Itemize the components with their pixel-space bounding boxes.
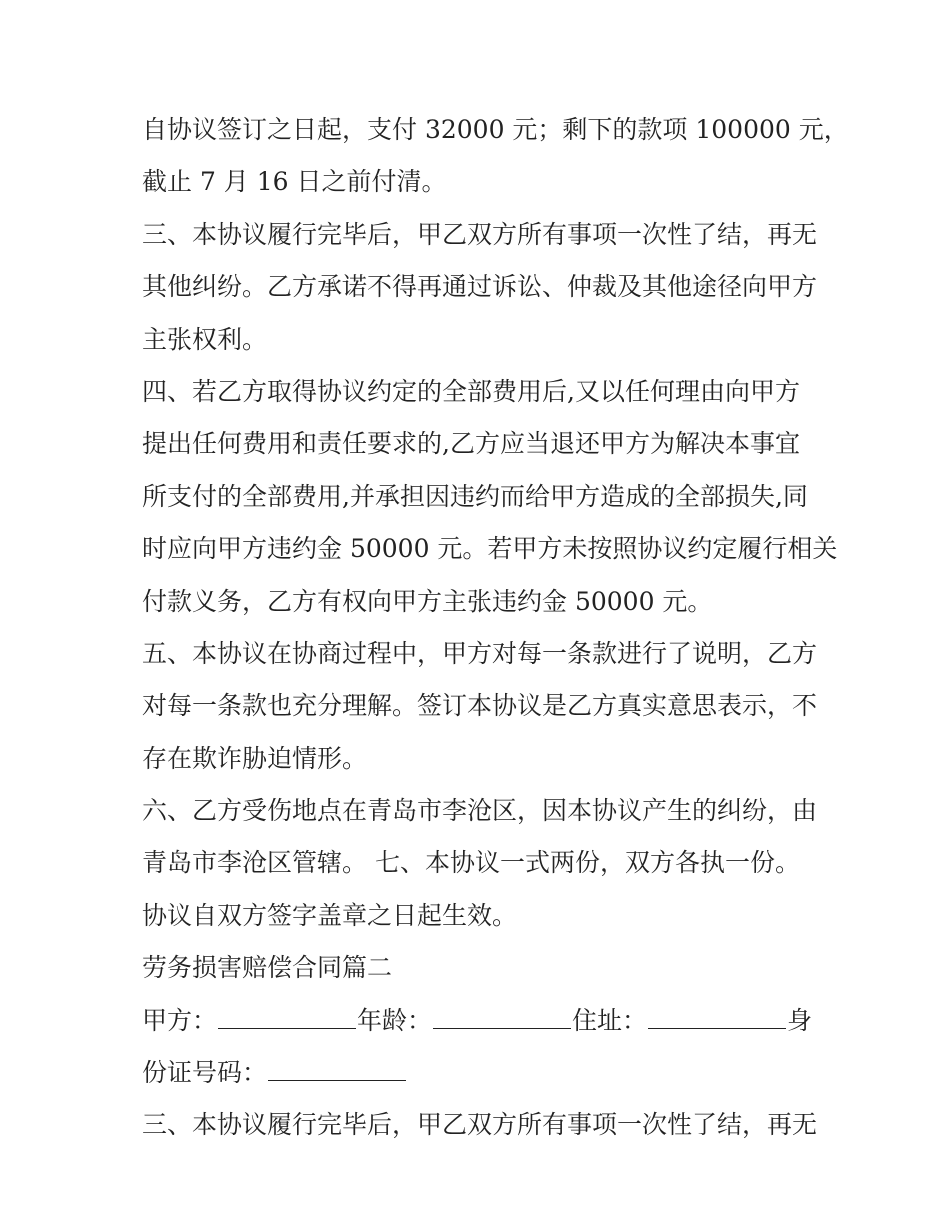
text-line: 存在欺诈胁迫情形。 [142, 743, 368, 773]
text-line: 对每一条款也充分理解。签订本协议是乙方真实意思表示，不 [142, 691, 818, 721]
text-line: 五、本协议在协商过程中，甲方对每一条款进行了说明，乙方 [142, 638, 818, 668]
address-blank [648, 1006, 786, 1029]
id-number-label: 份证号码： [142, 1058, 268, 1088]
party-info-line [142, 995, 822, 1047]
text-line: 协议自双方签字盖章之日起生效。 [142, 900, 518, 930]
text-line: 青岛市李沧区管辖。 七、本协议一式两份，双方各执一份。 [142, 848, 800, 878]
text-line: 付款义务，乙方有权向甲方主张违约金 50000 元。 [142, 586, 713, 616]
age-label: 年龄： [357, 1005, 433, 1035]
age-blank [433, 1006, 571, 1029]
address-label: 住址： [572, 1005, 648, 1035]
text-line: 自协议签订之日起，支付 32000 元；剩下的款项 100000 元， [142, 115, 849, 144]
party-a-blank [218, 1006, 356, 1029]
text-line: 时应向甲方违约金 50000 元。若甲方未按照协议约定履行相关 [142, 534, 838, 564]
id-number-blank [268, 1058, 406, 1081]
section-heading: 劳务损害赔偿合同篇二 [142, 953, 393, 983]
text-line: 三、本协议履行完毕后，甲乙双方所有事项一次性了结，再无 [142, 1110, 818, 1140]
party-a-label: 甲方： [142, 1005, 218, 1035]
text-line: 所支付的全部费用,并承担因违约而给甲方造成的全部损失,同 [142, 481, 808, 511]
text-line: 六、乙方受伤地点在青岛市李沧区，因本协议产生的纠纷，由 [142, 796, 818, 826]
text-line: 四、若乙方取得协议约定的全部费用后,又以任何理由向甲方 [142, 376, 800, 406]
document-body [142, 104, 849, 1152]
text-line: 截止 7 月 16 日之前付清。 [142, 167, 447, 197]
id-label-start: 身 [787, 1005, 813, 1035]
text-line: 提出任何费用和责任要求的,乙方应当退还甲方为解决本事宜 [142, 429, 800, 459]
text-line: 其他纠纷。乙方承诺不得再通过诉讼、仲裁及其他途径向甲方 [142, 272, 818, 302]
id-number-line [142, 1047, 822, 1099]
text-line: 主张权利。 [142, 324, 268, 354]
text-line: 三、本协议履行完毕后，甲乙双方所有事项一次性了结，再无 [142, 219, 818, 249]
